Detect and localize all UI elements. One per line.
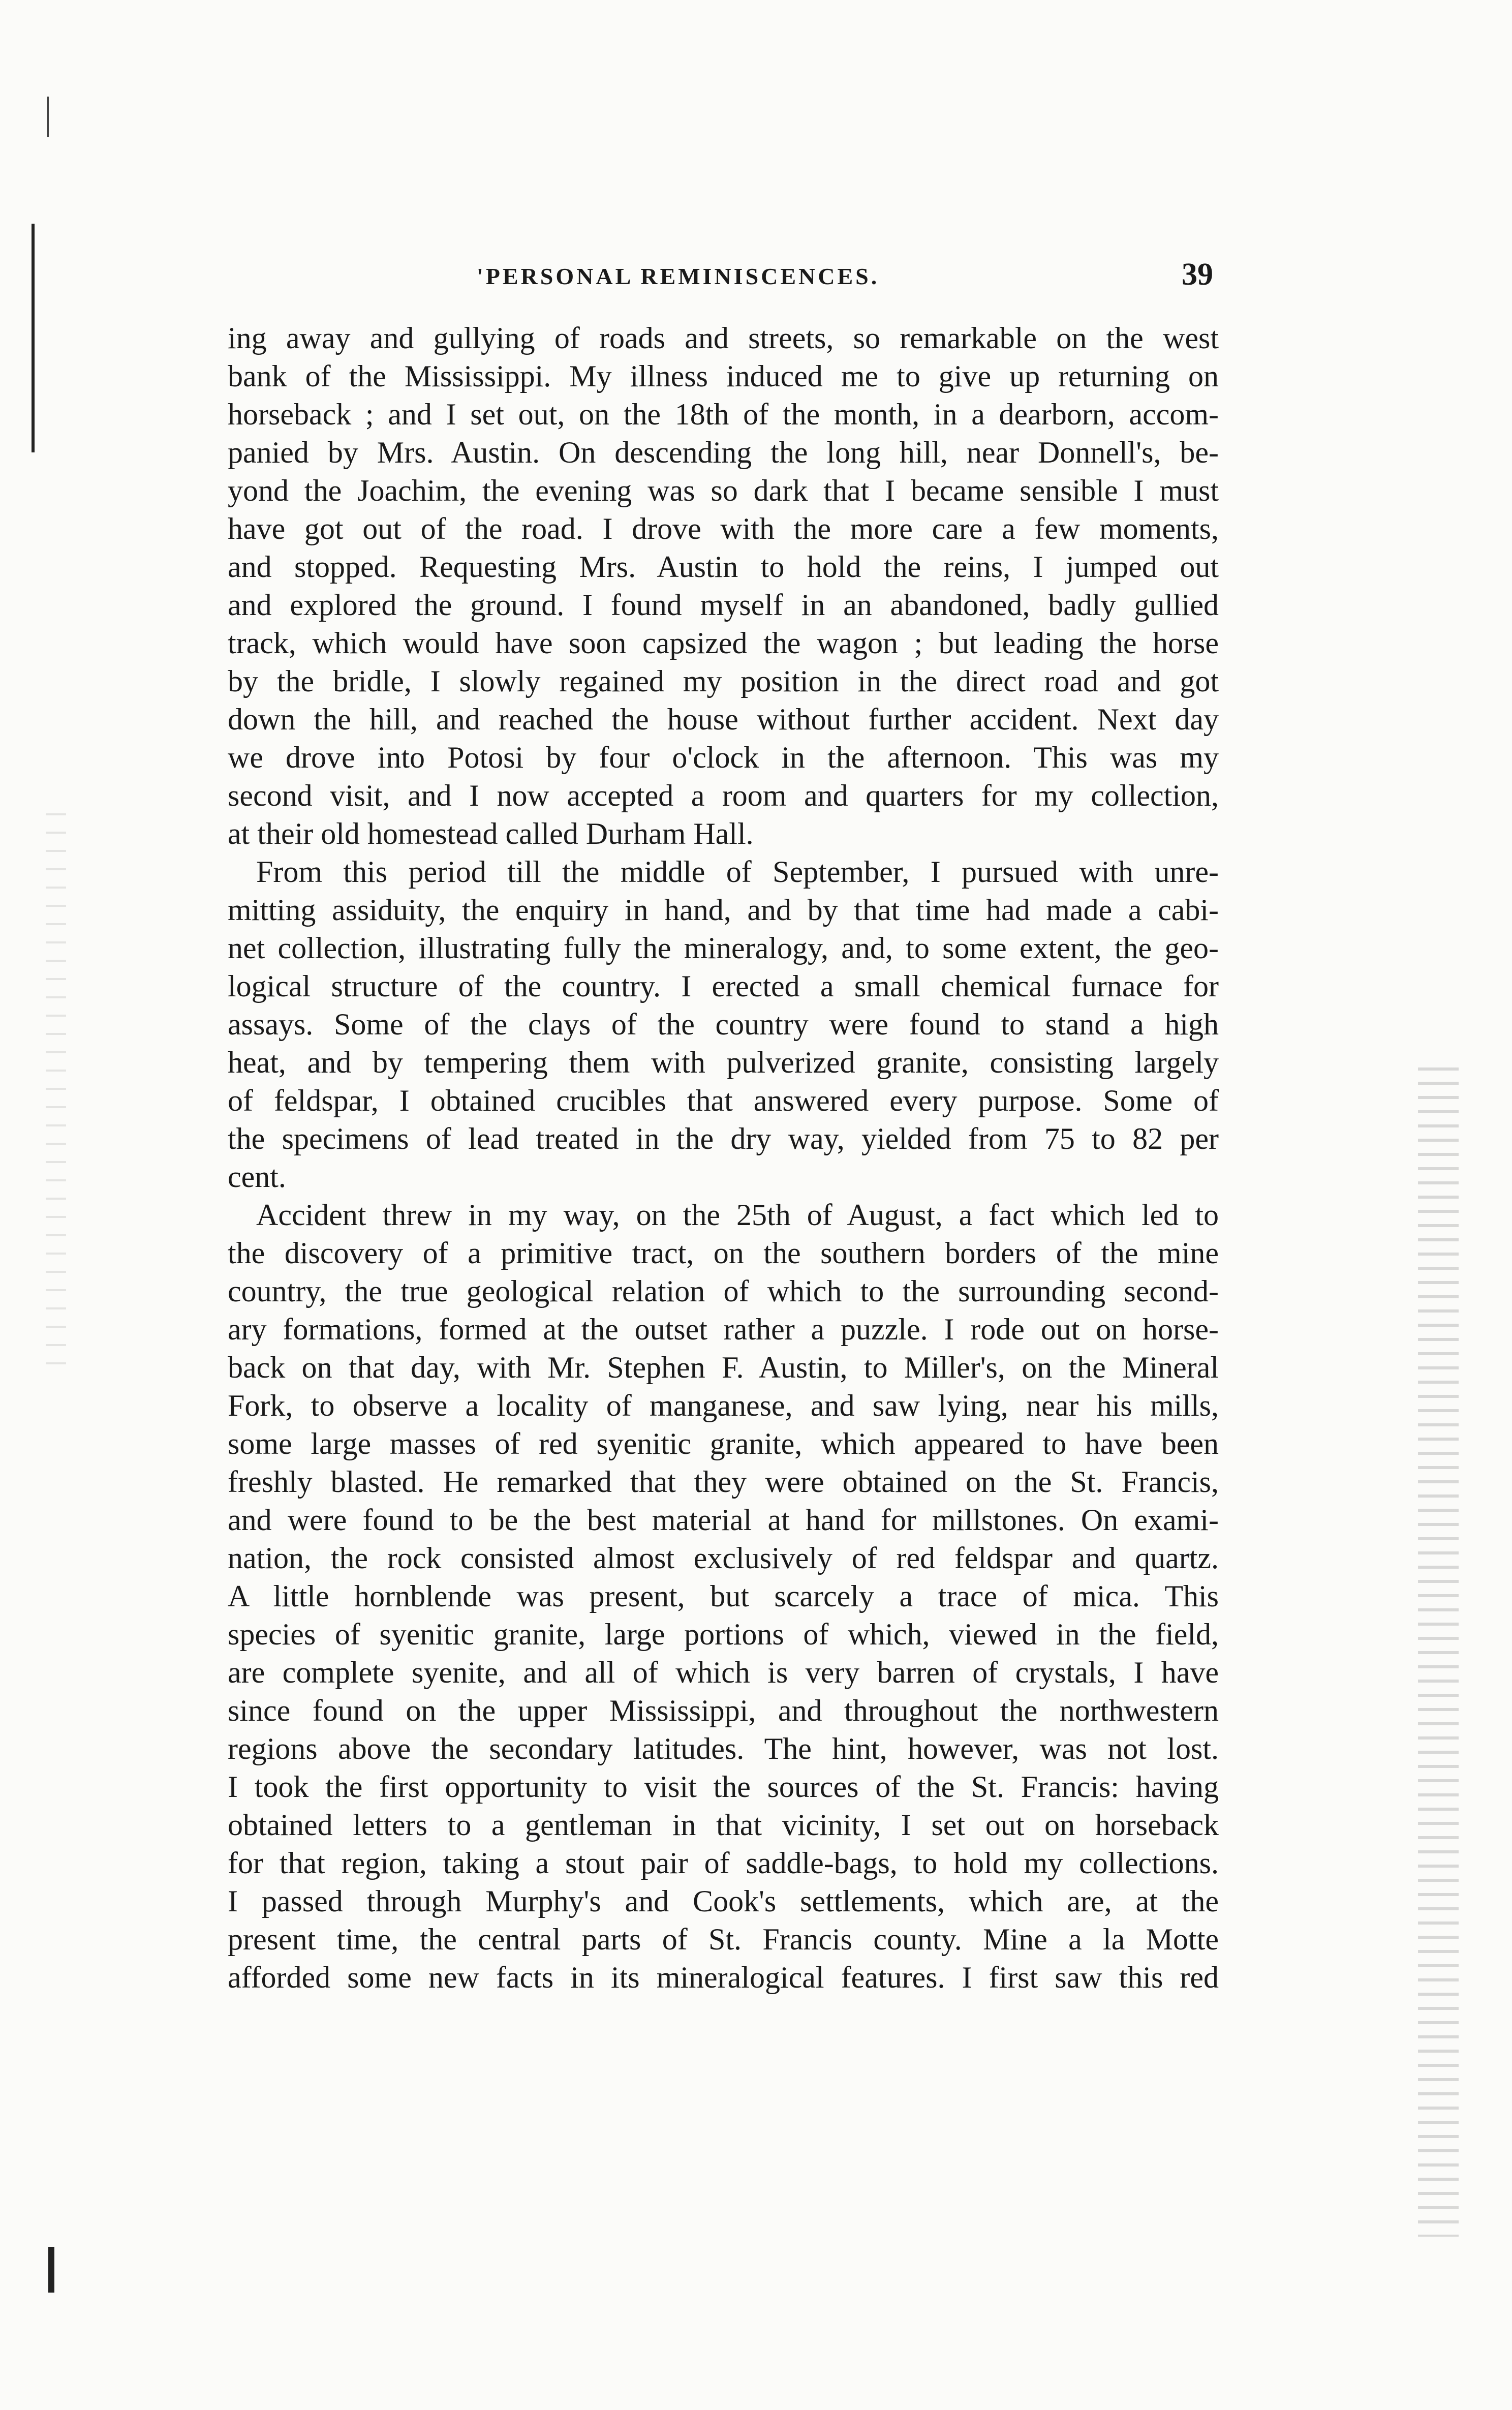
- text-line: obtained letters to a gentleman in that vicinity, I set out on horseback: [228, 1808, 1219, 1842]
- text-line: I took the first opportunity to visit the sources of the St. Francis: having: [228, 1770, 1219, 1804]
- text-line: by the bridle, I slowly regained my position in the direct road and got: [228, 664, 1219, 698]
- text-line: mitting assiduity, the enquiry in hand, and by that time had made a cabi-: [228, 893, 1219, 927]
- text-line: are complete syenite, and all of which is very barren of crystals, I have: [228, 1656, 1219, 1689]
- text-line: ary formations, formed at the outset rather a puzzle. I rode out on horse-: [228, 1313, 1219, 1346]
- text-line: for that region, taking a stout pair of saddle-bags, to hold my collections.: [228, 1846, 1219, 1880]
- body-text: [228, 319, 1219, 1997]
- text-line: horseback ; and I set out, on the 18th of the month, in a dearborn, accom-: [228, 398, 1219, 431]
- text-line: heat, and by tempering them with pulverized granite, consisting largely: [228, 1046, 1219, 1079]
- text-line: have got out of the road. I drove with the more care a few moments,: [228, 512, 1219, 545]
- page-number: 39: [1182, 257, 1213, 292]
- text-line: track, which would have soon capsized the wagon ; but leading the horse: [228, 626, 1219, 660]
- text-line: species of syenitic granite, large portions of which, viewed in the field,: [228, 1618, 1219, 1651]
- scan-speckle-left: [46, 813, 66, 1372]
- text-line: the discovery of a primitive tract, on the southern borders of the mine: [228, 1236, 1219, 1270]
- scan-speckle-right: [1418, 1067, 1459, 2237]
- text-line: yond the Joachim, the evening was so dark that I became sensible I must: [228, 474, 1219, 507]
- text-line: net collection, illustrating fully the mineralogy, and, to some extent, the geo-: [228, 931, 1219, 965]
- text-line: present time, the central parts of St. Francis county. Mine a la Motte: [228, 1923, 1219, 1956]
- text-line: we drove into Potosi by four o'clock in the afternoon. This was my: [228, 741, 1219, 774]
- text-line: panied by Mrs. Austin. On descending the long hill, near Donnell's, be-: [228, 436, 1219, 469]
- scan-bottom-mark: [48, 2247, 54, 2293]
- text-line: I passed through Murphy's and Cook's settlements, which are, at the: [228, 1884, 1219, 1918]
- text-line: ing away and gullying of roads and streets, so remarkable on the west: [228, 321, 1219, 355]
- text-line: the specimens of lead treated in the dry way, yielded from 75 to 82 per: [228, 1122, 1219, 1155]
- page-header: [0, 257, 1512, 297]
- text-line: assays. Some of the clays of the country were found to stand a high: [228, 1008, 1219, 1041]
- text-line: since found on the upper Mississippi, and throughout the northwestern: [228, 1694, 1219, 1727]
- text-line: of feldspar, I obtained crucibles that answered every purpose. Some of: [228, 1084, 1219, 1117]
- text-line: country, the true geological relation of which to the surrounding second-: [228, 1274, 1219, 1308]
- scan-edge-tick: [47, 97, 49, 137]
- text-line: freshly blasted. He remarked that they were obtained on the St. Francis,: [228, 1465, 1219, 1499]
- text-line: and stopped. Requesting Mrs. Austin to hold the reins, I jumped out: [228, 550, 1219, 584]
- text-line: logical structure of the country. I erected a small chemical furnace for: [228, 969, 1219, 1003]
- text-line: bank of the Mississippi. My illness induced me to give up returning on: [228, 359, 1219, 393]
- text-line: A little hornblende was present, but scarcely a trace of mica. This: [228, 1579, 1219, 1613]
- text-line: and were found to be the best material at hand for millstones. On exami-: [228, 1503, 1219, 1537]
- text-line: Fork, to observe a locality of manganese, and saw lying, near his mills,: [228, 1389, 1219, 1422]
- text-line: back on that day, with Mr. Stephen F. Austin, to Miller's, on the Mineral: [228, 1351, 1219, 1384]
- text-line: nation, the rock consisted almost exclusively of red feldspar and quartz.: [228, 1541, 1219, 1575]
- text-line: at their old homestead called Durham Hall.: [228, 817, 754, 850]
- text-line: and explored the ground. I found myself in an abandoned, badly gullied: [228, 588, 1219, 622]
- running-head: 'PERSONAL REMINISCENCES.: [477, 263, 880, 289]
- paragraph-start-line: Accident threw in my way, on the 25th of August, a fact which led to: [256, 1198, 1219, 1232]
- text-line: afforded some new facts in its mineralogical features. I first saw this red: [228, 1961, 1219, 1994]
- text-line: some large masses of red syenitic granite, which appeared to have been: [228, 1427, 1219, 1460]
- text-line: second visit, and I now accepted a room and quarters for my collection,: [228, 779, 1219, 812]
- text-line: regions above the secondary latitudes. The hint, however, was not lost.: [228, 1732, 1219, 1765]
- paragraph-start-line: From this period till the middle of September, I pursued with unre-: [256, 855, 1219, 889]
- text-line: down the hill, and reached the house without further accident. Next day: [228, 703, 1219, 736]
- text-line: cent.: [228, 1160, 286, 1194]
